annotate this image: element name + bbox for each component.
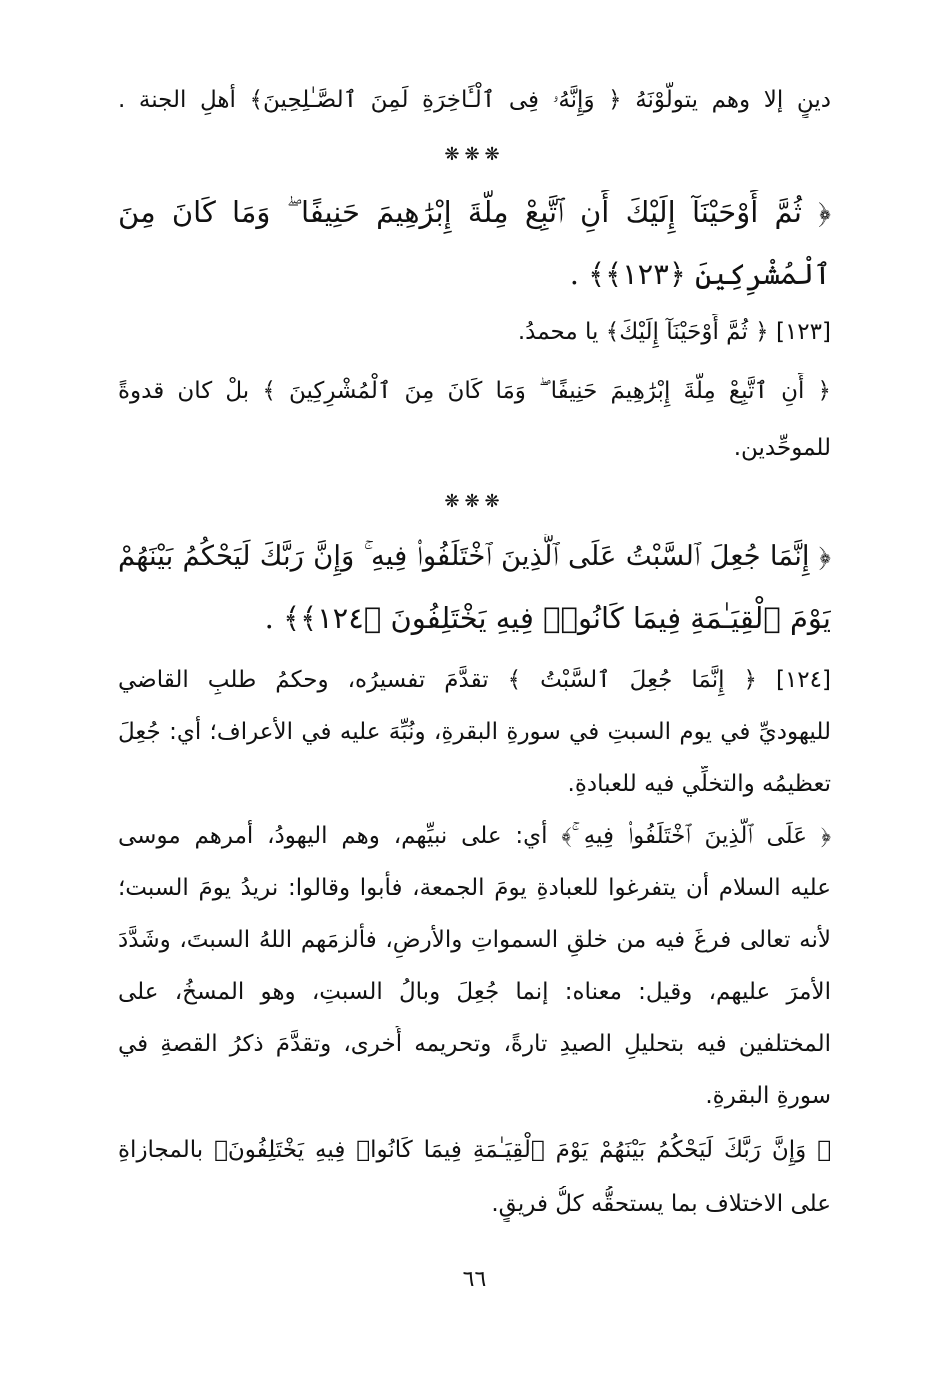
commentary-123-line-3: للموحِّدين. xyxy=(733,435,831,461)
commentary-124-line-9: سورةِ البقرةِ. xyxy=(705,1083,831,1109)
verse-line-124-b: يَوْمَ ٱلْقِيَـٰمَةِ فِيمَا كَانُوا۟ فِيهِ يَخْتَلِفُونَ ﴿١٢٤﴾﴾ . xyxy=(264,601,831,635)
commentary-123-line-2: ﴿ أَنِ ٱتَّبِعْ مِلَّةَ إِبْرَٰهِيمَ حَنِيفًا ۖ وَمَا كَانَ مِنَ ٱلْمُشْرِكِينَ ﴾ بلْ كان قدوةً xyxy=(118,378,831,404)
commentary-124-line-10: ﴿ وَإِنَّ رَبَّكَ لَيَحْكُمُ بَيْنَهُمْ يَوْمَ ٱلْقِيَـٰمَةِ فِيمَا كَانُوا۟ فِيهِ يَخْتَلِفُونَ﴾ بالمجازاةِ xyxy=(118,1137,831,1163)
section-separator-1: ❋❋❋ xyxy=(444,144,505,165)
section-separator-2: ❋❋❋ xyxy=(444,491,505,512)
commentary-124-line-3: تعظيمُه والتخلِّي فيه للعبادةِ. xyxy=(567,771,831,797)
text-line-1: دينٍ إلا وهم يتولَّوْنَهُ ﴿ وَإِنَّهُۥ فِى ٱلْـَٔاخِرَةِ لَمِنَ ٱلصَّـٰلِحِينَ﴾ أهلِ الجنة . xyxy=(118,87,831,113)
commentary-124-line-2: لليهوديِّ في يوم السبتِ في سورةِ البقرةِ، ونُبِّهَ عليه في الأعراف؛ أي: جُعِلَ xyxy=(118,719,831,745)
commentary-123-line-1: [١٢٣] ﴿ ثُمَّ أَوْحَيْنَآ إِلَيْكَ﴾ يا محمدُ. xyxy=(517,319,831,345)
verse-line-123-b: ٱلْمُشْرِكِينَ ﴿١٢٣﴾﴾ . xyxy=(569,257,831,291)
commentary-124-line-5: عليه السلام أن يتفرغوا للعبادةِ يومَ الجمعة، فأبوا وقالوا: نريدُ يومَ السبت؛ xyxy=(118,875,831,901)
page-number: ٦٦ xyxy=(462,1267,487,1292)
commentary-124-line-7: الأمرَ عليهم، وقيل: معناه: إنما جُعِلَ وبالُ السبتِ، وهو المسخُ، على xyxy=(118,979,831,1005)
commentary-124-line-6: لأنه تعالى فرغَ فيه من خلقِ السمواتِ والأرضِ، فألزمَهم اللهُ السبتَ، وشَدَّدَ xyxy=(118,927,831,953)
verse-line-124-a: ﴿ إِنَّمَا جُعِلَ ٱلسَّبْتُ عَلَى ٱلَّذِينَ ٱخْتَلَفُوا۟ فِيهِ ۚ وَإِنَّ رَبَّكَ لَيَحْكُمُ بَيْنَهُمْ xyxy=(118,540,831,572)
commentary-124-line-4: ﴿ عَلَى ٱلَّذِينَ ٱخْتَلَفُوا۟ فِيهِ ۚ﴾ أي: على نبيِّهم، وهم اليهودُ، أمرهم موسى xyxy=(118,823,831,849)
commentary-124-line-11: على الاختلاف بما يستحقُّه كلُّ فريقٍ. xyxy=(491,1191,831,1217)
commentary-124-line-8: المختلفين فيه بتحليلِ الصيدِ تارةً، وتحريمه أُخرى، وتقدَّمَ ذكرُ القصةِ في xyxy=(118,1031,831,1057)
verse-line-123-a: ﴿ ثُمَّ أَوْحَيْنَآ إِلَيْكَ أَنِ ٱتَّبِعْ مِلَّةَ إِبْرَٰهِيمَ حَنِيفًا ۖ وَمَا كَانَ مِنَ xyxy=(118,195,831,229)
commentary-124-line-1: [١٢٤] ﴿ إِنَّمَا جُعِلَ ٱلسَّبْتُ ﴾ تقدَّمَ تفسيرُه، وحكمُ طلبِ القاضي xyxy=(118,667,831,693)
